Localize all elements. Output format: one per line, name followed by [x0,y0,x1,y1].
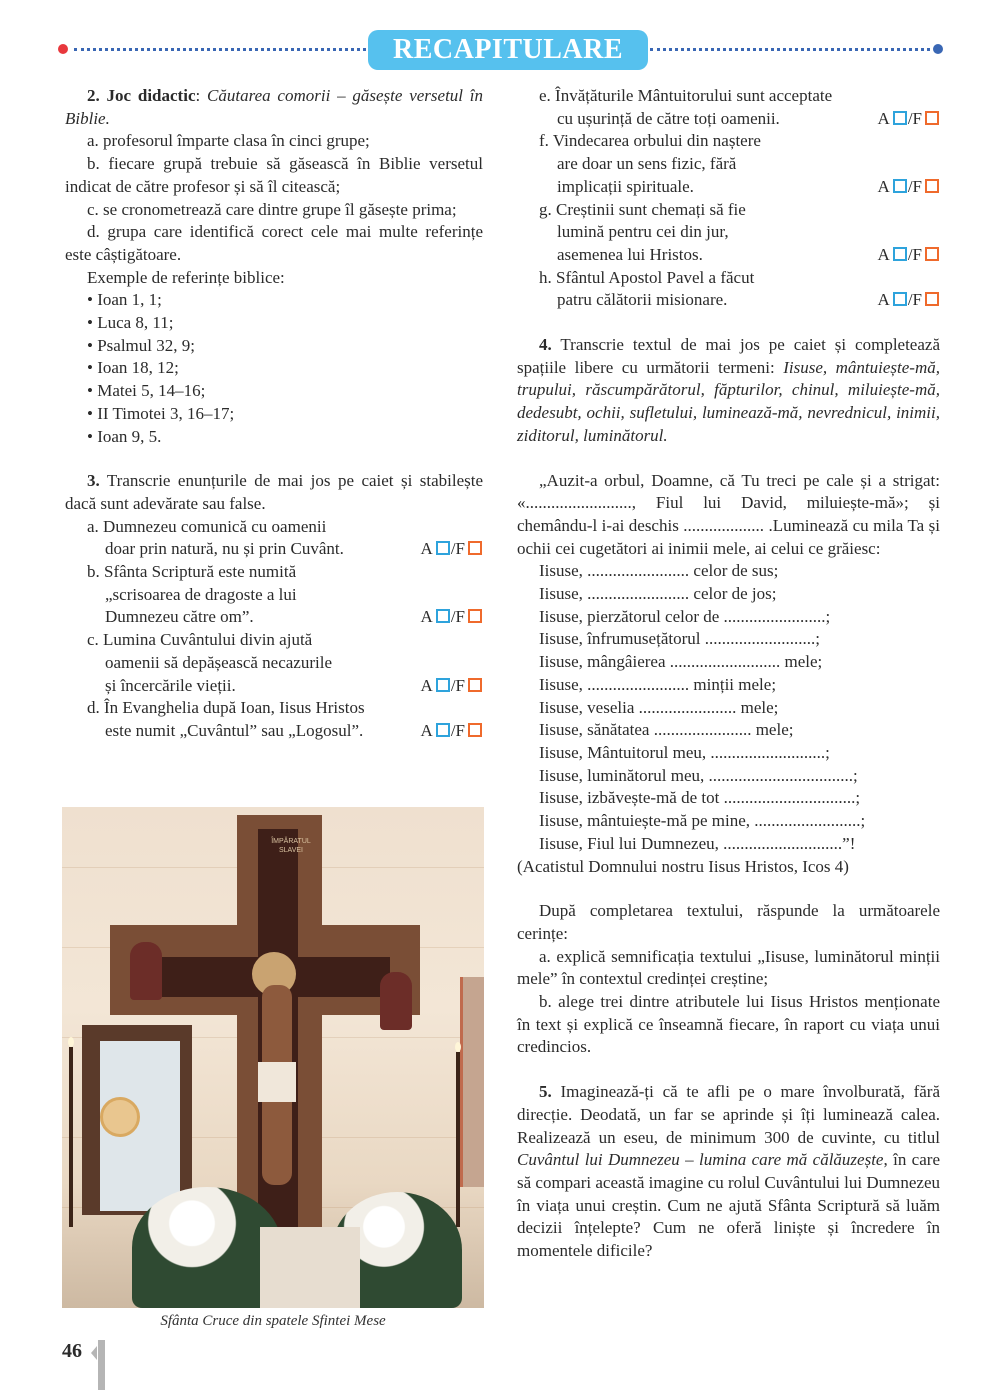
photo-caption: Sfânta Cruce din spatele Sfintei Mese [160,1313,386,1329]
statement-line: c. Lumina Cuvântului divin ajută [87,630,313,650]
false-label: /F [907,290,922,310]
true-false-choice [421,538,483,561]
dotted-rule-right [650,48,930,51]
true-label: A [877,176,890,196]
rosette-ornament [100,1097,140,1137]
statement-line: este numit „Cuvântul” sau „Logosul”. [105,720,364,740]
true-checkbox[interactable] [436,723,450,737]
prayer-line: Iisuse, mântuiește-mă pe mine, .........................; [539,811,866,831]
prayer-line: Iisuse, înfrumusețătorul ..........................; [539,629,820,649]
exercise-number: 2. [87,86,100,105]
exercise-number: 4. [539,335,552,355]
true-checkbox[interactable] [436,678,450,692]
true-false-list-continued [517,85,940,312]
prayer-line: Iisuse, Fiul lui Dumnezeu, ............................”! [539,833,856,853]
followup-instruction: După completarea textului, răspunde la următoarele cerințe: [517,901,940,943]
true-label: A [420,539,433,559]
prayer-line: Iisuse, mângâierea .......................... mele; [539,652,823,672]
statement-line: are doar un sens fizic, fără [557,154,737,174]
exercise-5-text: 5. Imaginează-ți că te afli pe o mare învolburată, fără direcție. Deodată, un far se aprinde și îți luminează calea. Realizează un eseu, de minimum 300 de cuvinte, cu titlul Cuvântul lui Dumnezeu – lumina care mă călăuzește, în care să compari această imagine cu rolul Cuvântului lui Dumnezeu în viața unui creștin. Cum ne ajută Sfânta Scriptură să luăm decizii înțelepte? Cum ne oferă liniște și încredere în momentele dificile? [517,1082,940,1261]
page-marker-triangle [91,1346,97,1360]
statement-line: lumină pentru cei din jur, [557,222,729,242]
false-label: /F [450,720,465,740]
exercise-2-heading: 2. Joc didactic: Căutarea comorii – găsește versetul în Biblie. [65,86,484,128]
true-false-item [517,267,940,312]
true-checkbox[interactable] [893,111,907,125]
step: a. profesorul împarte clasa în cinci grupe; [87,131,370,151]
statement-line: g. Creștinii sunt chemați să fie [539,199,746,219]
prayer-lines [517,560,940,855]
exercise-3 [65,470,483,742]
cross-title-plate: ÎMPĂRATUL SLAVEI [271,838,311,854]
photo-holy-cross [62,807,484,1308]
true-checkbox[interactable] [893,292,907,306]
false-label: /F [450,539,465,559]
false-checkbox[interactable] [925,111,939,125]
page-number: 46 [62,1340,82,1362]
true-false-choice [878,289,940,312]
false-checkbox[interactable] [925,179,939,193]
candle-right [456,1052,460,1227]
exercise-4-instruction: 4. Transcrie textul de mai jos pe caiet și completează spațiile libere cu următorii termeni: Iisuse, mântuiește-mă, trupului, răscumpărătorul, făpturilor, chinul, miluiește-mă, dedesubt, ochii, sufletului, luminează-mă, nevrednicul, inimii, ziditorul, luminătorul. [517,335,940,445]
reference-item: • II Timotei 3, 16–17; [87,403,235,423]
true-label: A [877,108,890,128]
exercise-number: 3. [87,471,100,491]
true-false-choice [421,675,483,698]
statement-line: oamenii să depășească necazurile [105,652,333,672]
left-column [65,85,483,743]
reference-item: • Psalmul 32, 9; [87,335,195,355]
statement-line: doar prin natură, nu și prin Cuvânt. [105,539,344,559]
prayer-line: Iisuse, pierzătorul celor de ........................; [539,606,831,626]
prayer-line: Iisuse, ........................ celor de jos; [539,584,777,604]
examples-heading: Exemple de referințe biblice: [87,267,285,287]
true-false-list [65,516,483,743]
statement-line: și încercările vieții. [105,675,236,695]
true-false-item [517,85,940,130]
reference-item: • Ioan 1, 1; [87,290,162,310]
quote-source: (Acatistul Domnului nostru Iisus Hristos, Icos 4) [517,856,849,876]
page-marker-bar [98,1340,105,1390]
prayer-line: Iisuse, izbăvește-mă de tot ...............................; [539,788,861,808]
true-checkbox[interactable] [893,247,907,261]
task: a. explică semnificația textului „Iisuse, luminătorul minții mele” în contextul credinței creștine; [517,946,940,989]
false-checkbox[interactable] [468,609,482,623]
terms-list: Iisuse, mântuiește-mă, trupului, răscumpărătorul, făpturilor, chinul, miluiește-mă, dedesubt, ochii, sufletului, luminează-mă, nevrednicul, inimii, ziditorul, luminătorul. [517,357,940,445]
prayer-line: Iisuse, veselia ....................... mele; [539,697,779,717]
true-false-item [517,199,940,267]
exercise-4 [517,334,940,1059]
reference-item: • Ioan 18, 12; [87,358,179,378]
reference-item: • Matei 5, 14–16; [87,381,206,401]
true-false-item [65,629,483,697]
false-label: /F [907,244,922,264]
quote-intro: „Auzit-a orbul, Doamne, că Tu treci pe cale și a strigat: «........................., Fiul lui David, miluiește-mă»; și chemându-l i-ai deschis ................... .Luminează cu mila Ta și ochii cei cugetători ai inimii mele, ai celui ce grăiesc: [517,470,940,558]
true-label: A [420,720,433,740]
statement-line: b. Sfânta Scriptură este numită [87,562,297,582]
false-checkbox[interactable] [925,247,939,261]
right-column [517,85,940,1263]
false-label: /F [450,675,465,695]
statement-line: f. Vindecarea orbului din naștere [539,131,761,151]
prayer-line: Iisuse, ........................ minții mele; [539,674,777,694]
true-false-choice [878,176,940,199]
reference-item: • Luca 8, 11; [87,313,174,333]
true-label: A [877,290,890,310]
statement-line: asemenea lui Hristos. [557,244,703,264]
false-label: /F [907,108,922,128]
statement-line: cu ușurință de către toți oamenii. [557,108,780,128]
section-title-banner: RECAPITULARE [368,30,648,70]
true-false-item [517,130,940,198]
step: d. grupa care identifică corect cele mai multe referințe este câștigătoare. [65,222,483,264]
statement-line: „scrisoarea de dragoste a lui [105,584,297,604]
exercise-3-instruction: 3. Transcrie enunțurile de mai jos pe caiet și stabilește dacă sunt adevărate sau false. [65,471,483,513]
true-label: A [877,244,890,264]
true-checkbox[interactable] [893,179,907,193]
true-false-choice [878,108,940,131]
false-checkbox[interactable] [468,541,482,555]
statement-line: e. Învățăturile Mântuitorului sunt acceptate [539,86,833,105]
reference-list [65,289,483,448]
dotted-rule-left [74,48,366,51]
icon-frame [460,977,484,1187]
statement-line: patru călătorii misionare. [557,290,728,310]
true-false-item [65,516,483,561]
false-checkbox[interactable] [468,723,482,737]
page-header [0,30,1000,70]
statement-line: implicații spirituale. [557,176,694,196]
blue-dot-ornament [933,44,943,54]
false-checkbox[interactable] [468,678,482,692]
true-false-item [65,561,483,629]
saint-figure-right [380,972,412,1030]
prayer-line: Iisuse, ........................ celor de sus; [539,561,779,581]
true-checkbox[interactable] [436,609,450,623]
essay-title: Cuvântul lui Dumnezeu – lumina care mă călăuzește [517,1150,884,1170]
false-checkbox[interactable] [925,292,939,306]
statement-line: Dumnezeu către om”. [105,607,254,627]
true-false-choice [878,244,940,267]
exercise-2 [65,85,483,448]
prayer-line: Iisuse, sănătatea ....................... mele; [539,720,794,740]
exercise-title: Căutarea comorii – găsește versetul în Biblie. [65,86,484,128]
false-label: /F [450,607,465,627]
exercise-number: 5. [539,1082,552,1102]
tabernacle [260,1227,360,1308]
true-label: A [420,675,433,695]
statement-line: h. Sfântul Apostol Pavel a făcut [539,267,755,287]
true-checkbox[interactable] [436,541,450,555]
reference-item: • Ioan 9, 5. [87,426,162,446]
step: b. fiecare grupă trebuie să găsească în Biblie versetul indicat de către profesor și să îl citească; [65,154,483,196]
statement-line: d. În Evanghelia după Ioan, Iisus Hristos [87,698,365,718]
true-false-choice [421,606,483,629]
exercise-5 [517,1081,940,1263]
saint-figure-left [130,942,162,1000]
task: b. alege trei dintre atributele lui Iisus Hristos menționate în text și explică ce înseamnă fiecare, în raport cu viața unui credincios. [517,992,940,1057]
candle-left [69,1047,73,1227]
true-label: A [420,607,433,627]
true-false-item [65,697,483,742]
prayer-line: Iisuse, Mântuitorul meu, ...........................; [539,742,830,762]
statement-line: a. Dumnezeu comunică cu oamenii [87,516,327,536]
prayer-line: Iisuse, luminătorul meu, ..................................; [539,765,858,785]
step: c. se cronometrează care dintre grupe îl găsește prima; [87,199,457,219]
true-false-choice [421,720,483,743]
false-label: /F [907,176,922,196]
exercise-label: Joc didactic [106,86,196,105]
red-dot-ornament [58,44,68,54]
